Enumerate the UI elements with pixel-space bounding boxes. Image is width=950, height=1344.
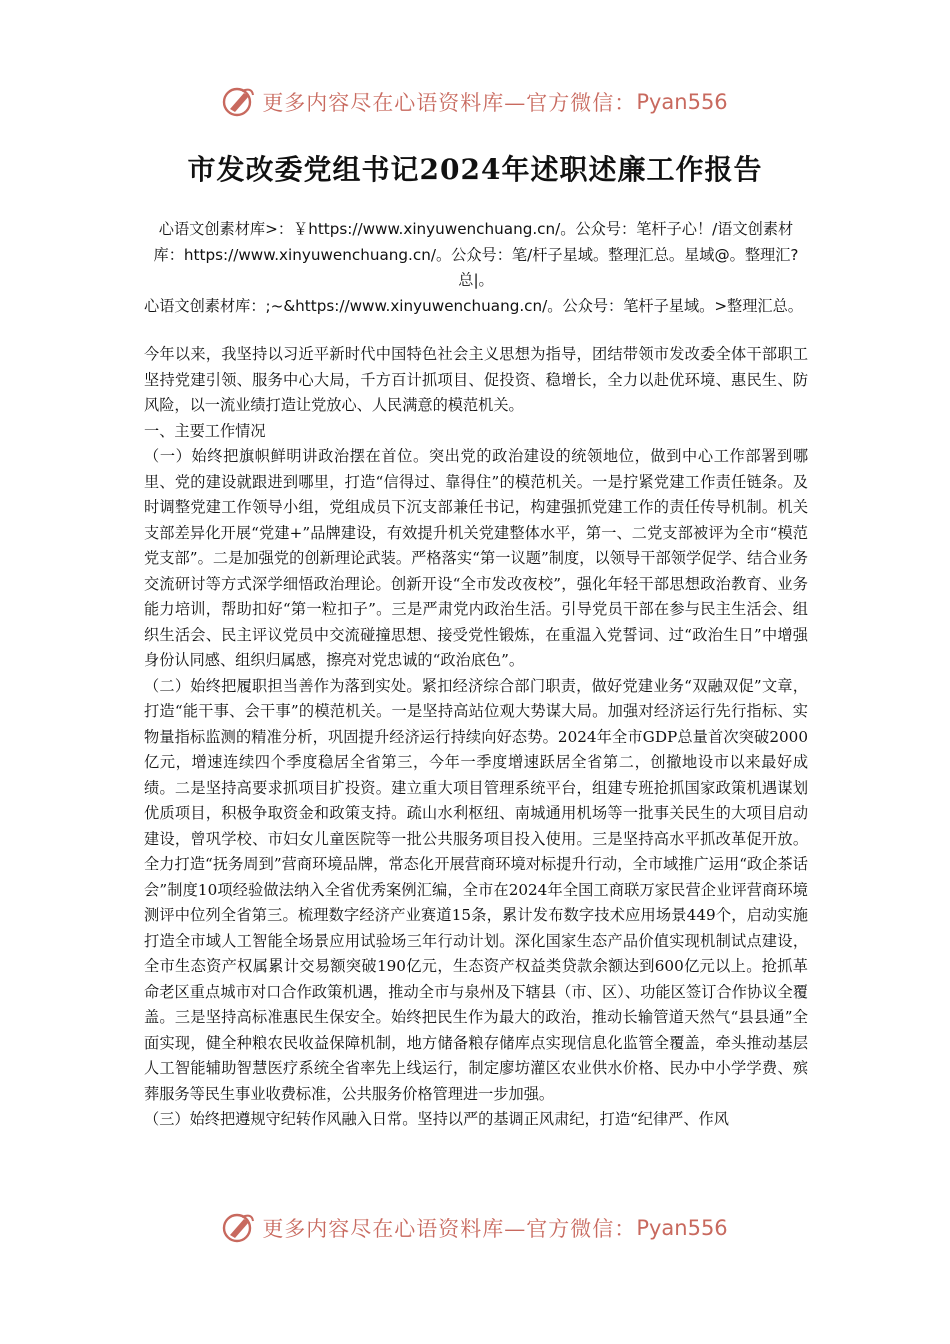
- pen-logo-icon: [222, 85, 256, 119]
- banner-wechat-handle: Pyan556: [636, 1216, 728, 1240]
- body-paragraph: （三）始终把遵规守纪转作风融入日常。坚持以严的基调正风肃纪，打造“纪律严、作风: [144, 1110, 729, 1128]
- source-notice: [144, 217, 808, 319]
- banner-wechat-handle: Pyan556: [636, 90, 728, 114]
- body-paragraph: （二）始终把履职担当善作为落到实处。紧扣经济综合部门职责，做好党建业务“双融双促”文章，打造“能干事、会干事”的模范机关。一是坚持高站位观大势谋大局。加强对经济运行先行指标、实物量指标监测的精准分析，巩固提升经济运行持续向好态势。2024年全市GDP总量首次突破2000亿元，增速连续四个季度稳居全省第三，今年一季度增速跃居全省第二，创撤地设市以来最好成绩。二是坚持高要求抓项目扩投资。建立重大项目管理系统平台，组建专班抢抓国家政策机遇谋划优质项目，积极争取资金和政策支持。疏山水利枢纽、南城通用机场等一批事关民生的大项目启动建设，曾巩学校、市妇女儿童医院等一批公共服务项目投入使用。三是坚持高水平抓改革促开放。全力打造“抚务周到”营商环境品牌，常态化开展营商环境对标提升行动，全市域推广运用“政企茶话会”制度10项经验做法纳入全省优秀案例汇编，全市在2024年全国工商联万家民营企业评营商环境测评中位列全省第三。梳理数字经济产业赛道15条，累计发布数字技术应用场景449个，启动实施打造全市域人工智能全场景应用试验场三年行动计划。深化国家生态产品价值实现机制试点建设，全市生态资产权属累计交易额突破190亿元，生态资产权益类贷款余额达到600亿元以上。抢抓革命老区重点城市对口合作政策机遇，推动全市与泉州及下辖县（市、区）、功能区签订合作协议全覆盖。三是坚持高标准惠民生保安全。始终把民生作为最大的政治，推动长输管道天然气“县县通”全面实现，健全种粮农民收益保障机制，地方储备粮存储库点实现信息化监管全覆盖，牵头推动基层人工智能辅助智慧医疗系统全省率先上线运行，制定廖坊灌区农业供水价格、民办中小学学费、殡葬服务等民生事业收费标准，公共服务价格管理进一步加强。: [144, 676, 808, 1103]
- intro-paragraph: 今年以来，我坚持以习近平新时代中国特色社会主义思想为指导，团结带领市发改委全体干部职工坚持党建引领、服务中心大局，千方百计抓项目、促投资、稳增长，全力以赴优环境、惠民生、防风险，以一流业绩打造让党放心、人民满意的模范机关。: [144, 345, 808, 414]
- banner-text: 更多内容尽在心语资料库—官方微信：: [262, 1217, 637, 1241]
- pen-logo-icon: [222, 1211, 256, 1245]
- footer-banner: [0, 1208, 950, 1248]
- banner-text: 更多内容尽在心语资料库—官方微信：: [262, 91, 637, 115]
- header-banner: [0, 82, 950, 122]
- body-paragraph: （一）始终把旗帜鲜明讲政治摆在首位。突出党的政治建设的统领地位，做到中心工作部署到哪里、党的建设就跟进到哪里，打造“信得过、靠得住”的模范机关。一是拧紧党建工作责任链条。及时调整党建工作领导小组，党组成员下沉支部兼任书记，构建强抓党建工作的责任传导机制。机关支部差异化开展“党建+”品牌建设，有效提升机关党建整体水平，第一、二党支部被评为全市“模范党支部”。二是加强党的创新理论武装。严格落实“第一议题”制度，以领导干部领学促学、结合业务交流研讨等方式深学细悟政治理论。创新开设“全市发改夜校”，强化年轻干部思想政治教育、业务能力培训，帮助扣好“第一粒扣子”。三是严肃党内政治生活。引导党员干部在参与民主生活会、组织生活会、民主评议党员中交流碰撞思想、接受党性锻炼，在重温入党誓词、过“政治生日”中增强身份认同感、组织归属感，擦亮对党忠诚的“政治底色”。: [144, 447, 808, 669]
- document-body: [144, 342, 808, 1133]
- source-line-1: 心语文创素材库>：￥https://www.xinyuwenchuang.cn/。公众号：笔杆子心！/语文创素材库：https://www.xinyuwenchuang.cn/。公众号：笔/杆子星域。整理汇总。星域@。整理汇?总|。: [153, 220, 799, 289]
- document-title: 市发改委党组书记2024年述职述廉工作报告: [187, 153, 763, 186]
- source-line-2: 心语文创素材库：;~&https://www.xinyuwenchuang.cn/。公众号：笔杆子星域。>整理汇总。: [144, 296, 803, 315]
- section-heading: 一、主要工作情况: [144, 421, 266, 440]
